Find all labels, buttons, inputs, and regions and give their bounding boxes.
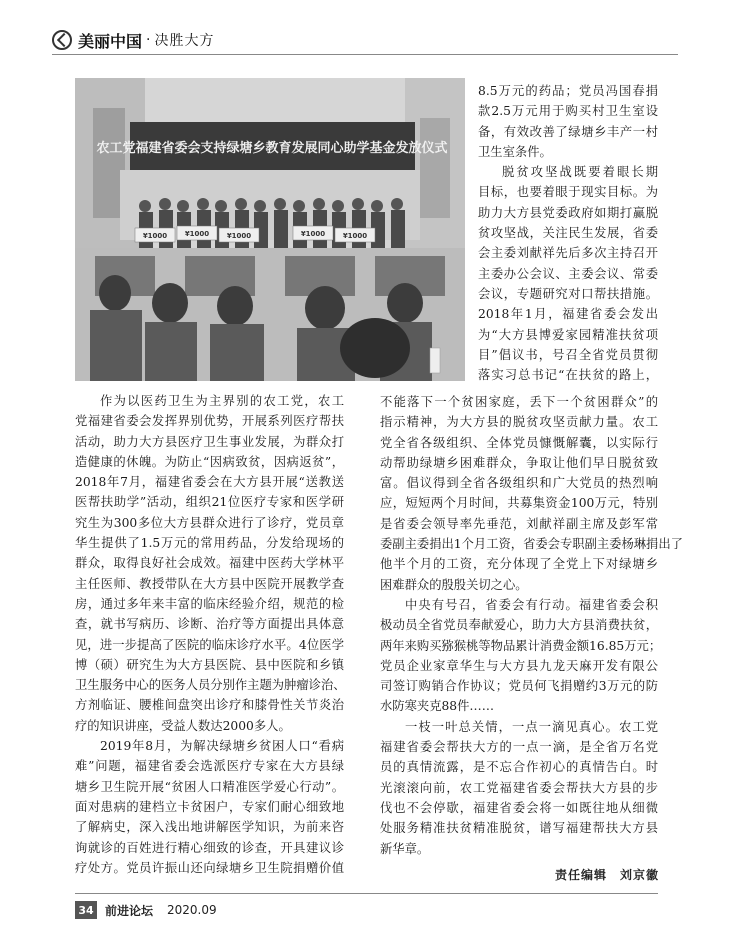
text-line: 党福建省委会发挥界别优势，开展系列医疗帮扶 xyxy=(75,414,344,429)
page-number: 34 xyxy=(75,901,97,919)
article-paragraph xyxy=(478,162,658,385)
journal-name: 前进论坛 xyxy=(105,903,154,918)
text-line: 动帮助绿塘乡困难群众，争取让他们早日脱贫致 xyxy=(380,455,658,470)
text-line: 2018年7月，福建省委会在大方县开展“送教送 xyxy=(75,475,344,490)
text-line: 会议，专题研究对口帮扶措施。 xyxy=(478,286,658,301)
text-line: 富。倡议得到全省各级组织和广大党员的热烈响 xyxy=(380,476,658,491)
header-divider xyxy=(52,54,678,55)
article-paragraph xyxy=(75,391,344,736)
editor-credit: 责任编辑 刘京徽 xyxy=(555,868,660,882)
text-line: 是省委会领导率先垂范，刘献祥副主席及彭军常 xyxy=(380,516,658,531)
text-line: 脱贫攻坚战既要着眼长期 xyxy=(502,165,658,180)
text-line: 疗处方。党员许振山还向绿塘乡卫生院捐赠价值 xyxy=(75,860,344,875)
text-line: 2019年8月，为解决绿塘乡贫困人口“看病 xyxy=(100,739,344,754)
text-line: 不能落下一个贫困家庭，丢下一个贫困群众”的 xyxy=(380,395,658,409)
footer-divider xyxy=(75,893,658,894)
text-line: 医帮扶助学”活动，组织21位医疗专家和医学研 xyxy=(75,495,344,510)
article-paragraph xyxy=(380,392,683,595)
text-line: 贫攻坚战，关注民生发展，省委 xyxy=(478,226,658,241)
article-column-right-bottom xyxy=(380,392,683,859)
text-line: 款2.5万元用于购买村卫生室设 xyxy=(478,104,658,119)
text-line: 疗的知识讲座，受益人数达2000多人。 xyxy=(75,718,291,733)
text-line: 委副主委捐出1个月工资，省委会专职副主委杨琳捐出了 xyxy=(380,537,683,552)
text-line: 作为以医药卫生为主界别的农工党，农工 xyxy=(100,394,344,408)
text-line: 造健康的休魄。为防止“因病致贫，因病返贫”， xyxy=(75,454,344,469)
text-line: 两年来购买猕猴桃等物品累计消费金额16.85万元； xyxy=(380,638,662,653)
banner-text: 农工党福建省委会支持绿塘乡教育发展同心助学基金发放仪式 xyxy=(96,141,448,156)
text-line: 群众，取得良好社会成效。福建中医药大学林平 xyxy=(75,556,344,571)
article-column-left xyxy=(75,391,344,878)
cheque-label: ¥1000 xyxy=(300,230,326,238)
text-line: 司签订购销合作协议；党员何飞捐赠约3万元的防 xyxy=(380,679,658,694)
text-line: 员的真情流露，是不忘合作初心的真情告白。时 xyxy=(380,760,658,775)
text-line: 目标，也要着眼于现实目标。为 xyxy=(478,185,658,200)
header-separator: · xyxy=(146,32,151,48)
article-paragraph xyxy=(478,81,658,162)
text-line: 活动，助力大方县医疗卫生事业发展，为群众打 xyxy=(75,434,344,449)
text-line: 备，有效改善了绿塘乡丰产一村 xyxy=(478,124,658,139)
text-line: 卫生服务中心的医务人员分别作主题为肿瘤诊治、 xyxy=(75,678,346,693)
text-line: 2018年1月，福建省委会发出 xyxy=(478,307,658,322)
text-line: 为“大方县博爱家园精准扶贫项 xyxy=(478,327,658,342)
page-header xyxy=(52,30,214,50)
article-paragraph xyxy=(75,736,344,878)
text-line: 党员企业家章华生与大方县九龙天麻开发有限公 xyxy=(380,658,658,673)
text-line: 落实习总书记“在扶贫的路上， xyxy=(478,368,658,383)
text-line: 卫生室条件。 xyxy=(478,144,552,159)
page-footer xyxy=(75,901,217,919)
text-line: 博（硕）研究生为大方县医院、县中医院和乡镇 xyxy=(75,657,344,672)
cheque-label: ¥1000 xyxy=(184,230,210,238)
text-line: 难”问题，福建省委会选派医疗专家在大方县绿 xyxy=(75,759,344,774)
cheque-label: ¥1000 xyxy=(142,232,168,240)
issue-number: 2020.09 xyxy=(167,903,217,917)
text-line: 伐也不会停歇，福建省委会将一如既往地从细微 xyxy=(380,800,658,815)
text-line: 面对患病的建档立卡贫困户，专家们耐心细致地 xyxy=(75,799,344,814)
text-line: 8.5万元的药品；党员冯国春捐 xyxy=(478,84,658,98)
text-line: 水防寒夹克88件…… xyxy=(380,699,495,714)
text-line: 新华章。 xyxy=(380,841,430,856)
text-line: 光滚滚向前，农工党福建省委会帮扶大方县的步 xyxy=(380,780,658,795)
section-subtitle: 决胜大方 xyxy=(154,33,215,49)
article-paragraph xyxy=(380,595,662,717)
text-line: 党全省各级组织、全体党员慷慨解囊，以实际行 xyxy=(380,435,658,450)
text-line: 应，短短两个月时间，共募集资金100万元，特别 xyxy=(380,496,658,511)
text-line: 一枝一叶总关情，一点一滴见真心。农工党 xyxy=(405,719,658,734)
text-line: 极动员全省党员奉献爱心，助力大方县消费扶贫， xyxy=(380,618,658,633)
text-line: 困难群众的殷殷关切之心。 xyxy=(380,577,528,592)
text-line: 处服务精准扶贫精准脱贫，谱写福建帮扶大方县 xyxy=(380,821,658,836)
text-line: 查，就书写病历、诊断、治疗等方面提出具体意 xyxy=(75,617,344,632)
text-line: 助力大方县党委政府如期打赢脱 xyxy=(478,205,658,220)
text-line: 见，进一步提高了医院的临床诊疗水平。4位医学 xyxy=(75,637,344,652)
text-line: 目”倡议书，号召全省党员贯彻 xyxy=(478,347,658,362)
cheque-label: ¥1000 xyxy=(226,232,252,240)
section-title: 美丽中国 xyxy=(78,31,143,51)
article-column-right-top xyxy=(478,81,658,385)
text-line: 福建省委会帮扶大方的一点一滴，是全省万名党 xyxy=(380,740,658,755)
text-line: 询就诊的百姓进行精心细致的诊查，开具建议诊 xyxy=(75,840,344,855)
cheque-label: ¥1000 xyxy=(342,232,368,240)
text-line: 方剂临证、腰椎间盘突出诊疗和膝骨性关节炎治 xyxy=(75,698,344,713)
arrow-circle-icon xyxy=(52,30,72,50)
article-paragraph xyxy=(380,717,658,859)
text-line: 他半个月的工资，充分体现了全党上下对绿塘乡 xyxy=(380,557,658,572)
text-line: 房，通过多年来丰富的临床经验介绍，规范的检 xyxy=(75,596,344,611)
text-line: 主任医师、教授带队在大方县中医院开展教学查 xyxy=(75,576,344,591)
ceremony-photo-illustration xyxy=(75,78,465,381)
text-line: 指示精神，为大方县的脱贫攻坚贡献力量。农工 xyxy=(380,415,658,430)
text-line: 塘乡卫生院开展“贫困人口精准医学爱心行动”。 xyxy=(75,779,344,794)
text-line: 了解病史，深入浅出地讲解医学知识，为前来咨 xyxy=(75,820,344,835)
text-line: 会主委刘献祥先后多次主持召开 xyxy=(478,246,658,261)
ceremony-photo xyxy=(75,78,465,381)
text-line: 中央有号召，省委会有行动。福建省委会积 xyxy=(405,597,658,612)
text-line: 华生提供了1.5万元的常用药品，分发给现场的 xyxy=(75,536,344,551)
text-line: 究生为300多位大方县群众进行了诊疗，党员章 xyxy=(75,515,344,530)
text-line: 主委办公会议、主委会议、常委 xyxy=(478,266,658,281)
